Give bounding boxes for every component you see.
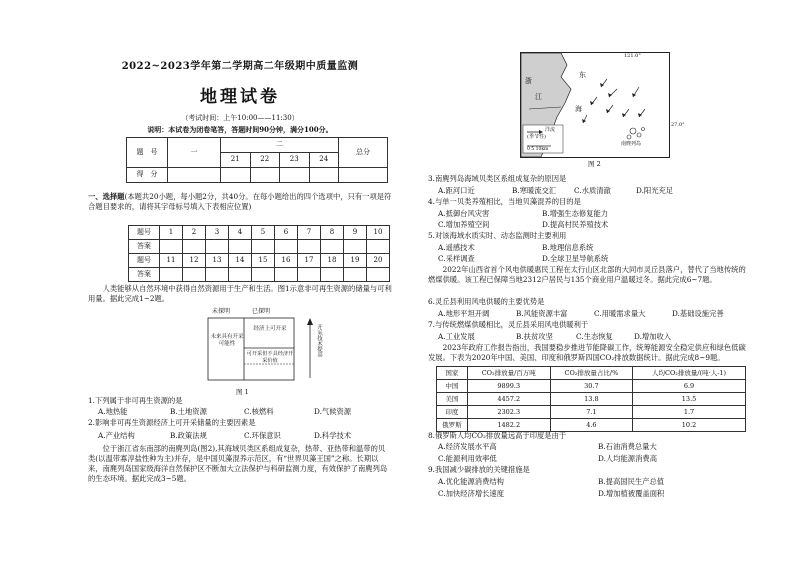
answer-cell[interactable] (160, 268, 183, 282)
q6-option-a[interactable]: A.地形平坦开阔 (438, 309, 490, 318)
map-sea-label-2: 海 (575, 105, 582, 113)
subject-title: 地理试卷 (200, 87, 280, 107)
q7-option-d[interactable]: D.增加收入 (634, 332, 672, 341)
map-legend-current: 洋流 (545, 127, 556, 133)
score-cell[interactable] (280, 168, 310, 183)
answer-number: 20 (367, 254, 390, 268)
map-land-label: 浙 (525, 77, 532, 85)
q4-stem: 4.与单一贝类养殖相比，当地贝藻混养的目的是 (428, 197, 581, 206)
score-cell[interactable] (250, 168, 280, 183)
q4-option-a[interactable]: A.抵御台风灾害 (438, 209, 490, 218)
q2-option-b[interactable]: B.政策法规 (170, 431, 207, 440)
answer-cell[interactable] (183, 268, 206, 282)
co2-table-header: CO₂排放量占比/% (550, 367, 632, 380)
q3-option-b[interactable]: B.寒暖流交汇 (512, 186, 557, 195)
co2-table-row (437, 393, 746, 406)
map-latitude: 27.0° (671, 122, 685, 128)
co2-table-row (437, 406, 746, 419)
map-island-label: 南麂列岛 (621, 141, 642, 147)
co2-table-cell: 中国 (437, 380, 468, 393)
q9-option-c[interactable]: C.加快经济增长速度 (438, 489, 505, 498)
answer-number: 12 (183, 254, 206, 268)
q1-stem: 1.下列属于非可再生资源的是 (88, 396, 183, 405)
fig2-caption: 图 2 (588, 160, 601, 168)
score-cell[interactable] (168, 168, 221, 183)
answer-number: 5 (252, 226, 275, 240)
q7-option-c[interactable]: C.生态恢复 (576, 332, 613, 341)
answer-number: 13 (206, 254, 229, 268)
answer-number: 15 (252, 254, 275, 268)
q5-option-b[interactable]: B.地理信息系统 (542, 243, 594, 252)
co2-table-cell: 俄罗斯 (437, 419, 468, 432)
q5-stem: 5.对该海域水质实时、动态监测时主要利用 (428, 231, 567, 240)
fig1-economic-label: 经济上可开采 (253, 326, 287, 332)
score-col-one: 一 (168, 138, 221, 168)
q4-option-c[interactable]: C.增加养殖空间 (438, 220, 490, 229)
answer-cell[interactable] (160, 240, 183, 254)
answer-number: 19 (344, 254, 367, 268)
answer-number: 6 (275, 226, 298, 240)
co2-table-cell: 美国 (437, 393, 468, 406)
q5-option-d[interactable]: D.全球卫星导航系统 (542, 254, 609, 263)
q3-option-d[interactable]: D.阳光充足 (636, 186, 674, 195)
answer-cell[interactable] (321, 240, 344, 254)
co2-table-cell: 10.2 (633, 419, 746, 432)
map-scale: 0 5 10km (527, 147, 549, 152)
answer-number: 1 (160, 226, 183, 240)
answer-label-q: 题号 (129, 226, 160, 240)
exam-note: 说明：本试卷为闭卷笔答，答题时间90分钟，满分100分。 (147, 125, 333, 134)
answer-label-q: 题号 (129, 254, 160, 268)
score-label-defen: 得 分 (127, 168, 168, 183)
co2-table-cell: 13.5 (633, 393, 746, 406)
answer-number: 4 (229, 226, 252, 240)
q7-option-b[interactable]: B.扶贫攻坚 (516, 332, 553, 341)
co2-table-cell: 印度 (437, 406, 468, 419)
q2-option-a[interactable]: A.产业结构 (98, 431, 135, 440)
co2-table (436, 366, 746, 432)
answer-cell[interactable] (183, 240, 206, 254)
co2-table-cell: 1.7 (633, 406, 746, 419)
q1-option-a[interactable]: A.地热能 (98, 407, 128, 416)
answer-cell[interactable] (367, 240, 390, 254)
fig1-caption: 图 1 (236, 388, 249, 396)
answer-number: 3 (206, 226, 229, 240)
co2-table-header: 国家 (437, 367, 468, 380)
score-sub-col: 22 (250, 153, 280, 168)
score-col-total: 总分 (339, 138, 388, 168)
q2-stem: 2.影响非可再生资源经济上可开采储量的主要因素是 (88, 418, 256, 427)
answer-cell[interactable] (275, 240, 298, 254)
q8-stem: 8.俄罗斯人均CO₂排放量远高于印度是由于 (428, 431, 567, 440)
answer-cell[interactable] (298, 240, 321, 254)
q9-option-b[interactable]: B.提高国民生产总值 (598, 477, 665, 486)
co2-table-header: CO₂排放量/百万吨 (467, 367, 550, 380)
co2-table-cell: 4.6 (550, 419, 632, 432)
q2-option-c[interactable]: C.环保意识 (244, 431, 281, 440)
answer-cell[interactable] (252, 268, 275, 282)
co2-table-cell: 2302.3 (467, 406, 550, 419)
answer-number: 2 (183, 226, 206, 240)
co2-table-cell: 6.9 (633, 380, 746, 393)
co2-table-cell: 13.8 (550, 393, 632, 406)
answer-label-a: 答案 (129, 240, 160, 254)
answer-cell[interactable] (252, 240, 275, 254)
exam-time: （考试时间：上午10:00——11:30） (181, 114, 299, 122)
q1-option-b[interactable]: B.土地资源 (170, 407, 207, 416)
co2-table-cell: 1482.2 (467, 419, 550, 432)
q7-stem: 7.与传统燃煤供暖相比，灵丘县采用风电供暖利于 (428, 320, 589, 329)
score-sub-col: 23 (280, 153, 310, 168)
q1-option-d[interactable]: D.气候资源 (314, 407, 352, 416)
map-land-label-2: 江 (535, 93, 542, 101)
answer-cell[interactable] (344, 240, 367, 254)
q3-option-c[interactable]: C.水质清澈 (574, 186, 611, 195)
q9-option-d[interactable]: D.增加植被覆盖面积 (598, 489, 665, 498)
fig1-unexplored-label: 未探明 (212, 308, 231, 315)
answer-number: 8 (321, 226, 344, 240)
q3-stem: 3.南麂列岛海域贝类区系组成复杂的原因是 (428, 174, 567, 183)
fig1-tech-label: 开采技术提高 (316, 324, 322, 357)
co2-table-cell: 9899.3 (467, 380, 550, 393)
q7-option-a[interactable]: A.工业发展 (438, 332, 475, 341)
answer-cell[interactable] (298, 268, 321, 282)
fig1-future-label: 未来具有开采可能性 (210, 334, 244, 348)
answer-number: 17 (298, 254, 321, 268)
map-longitude: 121.0° (624, 53, 641, 59)
intro-q1-2: 人类能够从自然环境中获得自然资源用于生产和生活。图1示意非可再生资源的储量与可利用量。据此完成1~2题。 (88, 284, 392, 303)
figure1 (206, 308, 326, 398)
score-sub-col: 21 (221, 153, 251, 168)
answer-cell[interactable] (344, 268, 367, 282)
score-cell[interactable] (309, 168, 339, 183)
fig1-uneconomic-label: 可开采但不具经济开采价值 (246, 351, 294, 365)
q4-option-d[interactable]: D.提高村民养殖技术 (542, 220, 609, 229)
answer-number: 11 (160, 254, 183, 268)
answer-label-a: 答案 (129, 268, 160, 282)
q5-option-c[interactable]: C.采样调查 (438, 254, 475, 263)
intro-q8-9: 2023年政府工作报告指出，我国要稳步推进节能降碳工作，统筹能源安全稳定供应和绿色低碳发展。下表为2020年中国、美国、印度和俄罗斯四国CO₂排放数据统计。据此完成8~9题。 (428, 343, 746, 362)
co2-table-header: 人均CO₂排放量/(吨·人-1) (633, 367, 746, 380)
q6-option-c[interactable]: C.用暖需求量大 (594, 309, 646, 318)
answer-cell[interactable] (229, 268, 252, 282)
exam-title: 2022~2023学年第二学期高二年级期中质量监测 (121, 61, 359, 72)
answer-number: 10 (367, 226, 390, 240)
answer-number: 14 (229, 254, 252, 268)
answer-number: 7 (298, 226, 321, 240)
map-sea-label: 东 (579, 71, 586, 79)
q9-stem: 9.我国减少碳排放的关键措施是 (428, 465, 530, 474)
answer-cell[interactable] (206, 240, 229, 254)
q8-option-d[interactable]: D.人均能源消费高 (598, 454, 657, 463)
q3-option-a[interactable]: A.距河口近 (438, 186, 475, 195)
q6-option-d[interactable]: D.基础设施完善 (672, 309, 724, 318)
q5-option-a[interactable]: A.遥感技术 (438, 243, 475, 252)
score-col-two: 二 (221, 138, 339, 153)
figure2-map (520, 52, 670, 158)
intro-q6-7: 2022年山西省首个风电供暖惠民工程在太行山区北部的大同市灵丘县落户，替代了当地传统的燃煤供暖。该工程已保障当地2312户居民与135个商业用户温暖过冬。据此完成6~7题。 (428, 265, 746, 284)
map-legend-seasonal: (季节性) (527, 134, 546, 140)
answer-cell[interactable] (367, 268, 390, 282)
score-cell[interactable] (221, 168, 251, 183)
q8-option-a[interactable]: A.经济发展水平高 (438, 442, 497, 451)
answer-number: 16 (275, 254, 298, 268)
q6-option-b[interactable]: B.风能资源丰富 (516, 309, 568, 318)
answer-table (128, 225, 390, 282)
q2-option-d[interactable]: D.科学技术 (314, 431, 352, 440)
q9-option-a[interactable]: A.优化能源消费结构 (438, 477, 504, 486)
answer-cell[interactable] (206, 268, 229, 282)
q8-option-c[interactable]: C.能源利用效率低 (438, 454, 497, 463)
score-sub-col: 24 (309, 153, 339, 168)
answer-number: 18 (321, 254, 344, 268)
co2-table-row (437, 380, 746, 393)
answer-number: 9 (344, 226, 367, 240)
score-table (126, 137, 388, 183)
co2-table-cell: 30.7 (550, 380, 632, 393)
co2-table-row (437, 419, 746, 432)
co2-table-cell: 4457.2 (467, 393, 550, 406)
fig1-explored-label: 已探明 (252, 308, 271, 315)
q1-option-c[interactable]: C.核燃料 (244, 407, 274, 416)
co2-table-cell: 7.1 (550, 406, 632, 419)
figure2-map-drawing (521, 53, 669, 157)
score-label-q: 题 号 (127, 138, 168, 168)
q4-option-b[interactable]: B.增强生态修复能力 (542, 209, 609, 218)
q6-stem: 6.灵丘县利用风电供暖的主要优势是 (428, 297, 545, 306)
answer-cell[interactable] (321, 268, 344, 282)
score-cell[interactable] (339, 168, 388, 183)
answer-cell[interactable] (229, 240, 252, 254)
q8-option-b[interactable]: B.石油消费总量大 (598, 442, 657, 451)
answer-cell[interactable] (275, 268, 298, 282)
intro-q3-5: 位于浙江省东南部的南麂列岛(图2),其海域贝类区系组成复杂，热带、亚热带和温带的贝类(以温带寡淳盐性种为主)并存，是中国贝藻混养示范区，有“世界贝藻王国”之称。长期以来，南麂列岛国家级海洋自然保护区不断加大立法保护与科研监测力度，有效保护了南麂列岛的生态环境。据此完成3~5题。 (88, 444, 388, 483)
section1-heading: 一、选择题(本题共20小题，每小题2分，共40分。在每小题给出的四个选项中，只有一项是符合题目要求的，请将其字母标号填入下表相应位置) (88, 192, 392, 211)
